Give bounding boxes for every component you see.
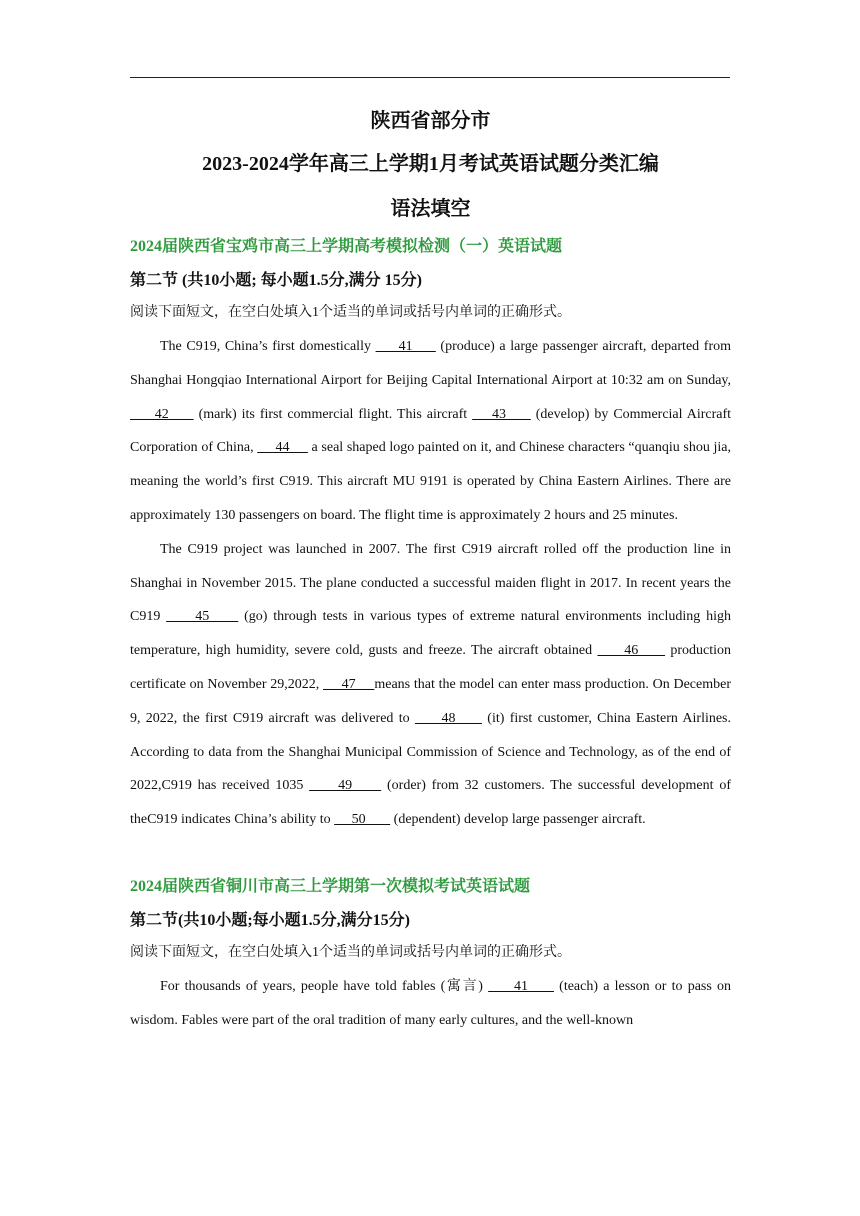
section-baoji: [130, 237, 731, 837]
doc-title-main: 2023-2024学年高三上学期1月考试英语试题分类汇编: [202, 153, 659, 175]
passage-paragraph: [130, 330, 731, 533]
text-run: (dependent) develop large passenger aircraft.: [390, 812, 646, 828]
text-run: (go) through tests in various types of extreme natural environments including high temperature, high humidity, severe cold, gusts and freeze. The aircraft obtained: [130, 609, 732, 659]
instruction-text: 阅读下面短文，在空白处填入1个适当的单词或括号内单词的正确形式。: [130, 305, 571, 320]
text-run: (it) first customer, China Eastern Airlines. According to data from the Shanghai Municipal Commission of Science and Technology, as of the end of 2022,C919 has received 1035: [130, 710, 732, 794]
part-heading: 第二节(共10小题;每小题1.5分,满分15分): [130, 911, 410, 929]
blank-50: 50: [334, 812, 391, 828]
text-run: (produce) a large passenger aircraft, departed from Shanghai Hongqiao International Airport for Beijing Capital International Airport at 10:32 am on Sunday,: [130, 339, 731, 388]
part-heading: 第二节 (共10小题; 每小题1.5分,满分 15分): [130, 272, 422, 289]
blank-44: 44: [257, 440, 308, 456]
instruction-text: 阅读下面短文，在空白处填入1个适当的单词或括号内单词的正确形式。: [130, 944, 571, 960]
text-run: The C919 project was launched in 2007. The first C919 aircraft rolled off the production line in Shanghai in November 2015. The plane conducted a successful maiden flight in 2017. In recent years the C919: [130, 541, 731, 625]
text-run: The C919, China’s first domestically: [160, 339, 376, 354]
text-run: (mark) its first commercial flight. This aircraft: [193, 406, 473, 422]
text-run: a seal shaped logo painted on it, and Chinese characters “quanqiu shou jia, meaning the world’s first C919. This aircraft MU 9191 is operated by China Eastern Airlines. There are approximately 130 passengers on board. The flight time is approximately 2 hours and 25 minutes.: [130, 440, 732, 523]
text-run: production certificate on November 29,2022,: [130, 643, 732, 692]
section-source-heading: 2024届陕西省宝鸡市高三上学期高考模拟检测（一）英语试题: [130, 238, 563, 255]
text-run: (order) from 32 customers. The successful development of theC919 indicates China’s ability to: [130, 778, 731, 828]
blank-41: 41: [375, 339, 436, 354]
doc-title-region: 陕西省部分市: [370, 110, 491, 132]
doc-title-topic: 语法填空: [390, 198, 471, 220]
section-source-heading: 2024届陕西省铜川市高三上学期第一次模拟考试英语试题: [130, 877, 531, 895]
passage-paragraph: [130, 970, 731, 1038]
header-rule: [130, 77, 730, 78]
text-run: means that the model can enter mass production. On December 9, 2022, the first C919 aircraft was delivered to: [130, 676, 732, 726]
blank-47: 47: [322, 676, 375, 692]
blank-49: 49: [309, 778, 382, 794]
blank-45: 45: [166, 609, 239, 625]
blank-43: 43: [472, 406, 531, 422]
text-run: (teach) a lesson or to pass on wisdom. Fables were part of the oral tradition of many early cultures, and the well-known: [130, 978, 732, 1028]
blank-48: 48: [414, 710, 482, 726]
text-run: For thousands of years, people have told fables (寓言): [160, 978, 489, 994]
text-run: (develop) by Commercial Aircraft Corporation of China,: [130, 406, 732, 456]
passage-paragraph: [130, 533, 731, 837]
blank-41: 41: [488, 978, 554, 994]
document-body: [130, 108, 731, 1038]
section-tongchuan: [130, 877, 731, 1038]
blank-42: 42: [130, 406, 194, 422]
blank-46: 46: [597, 643, 665, 659]
